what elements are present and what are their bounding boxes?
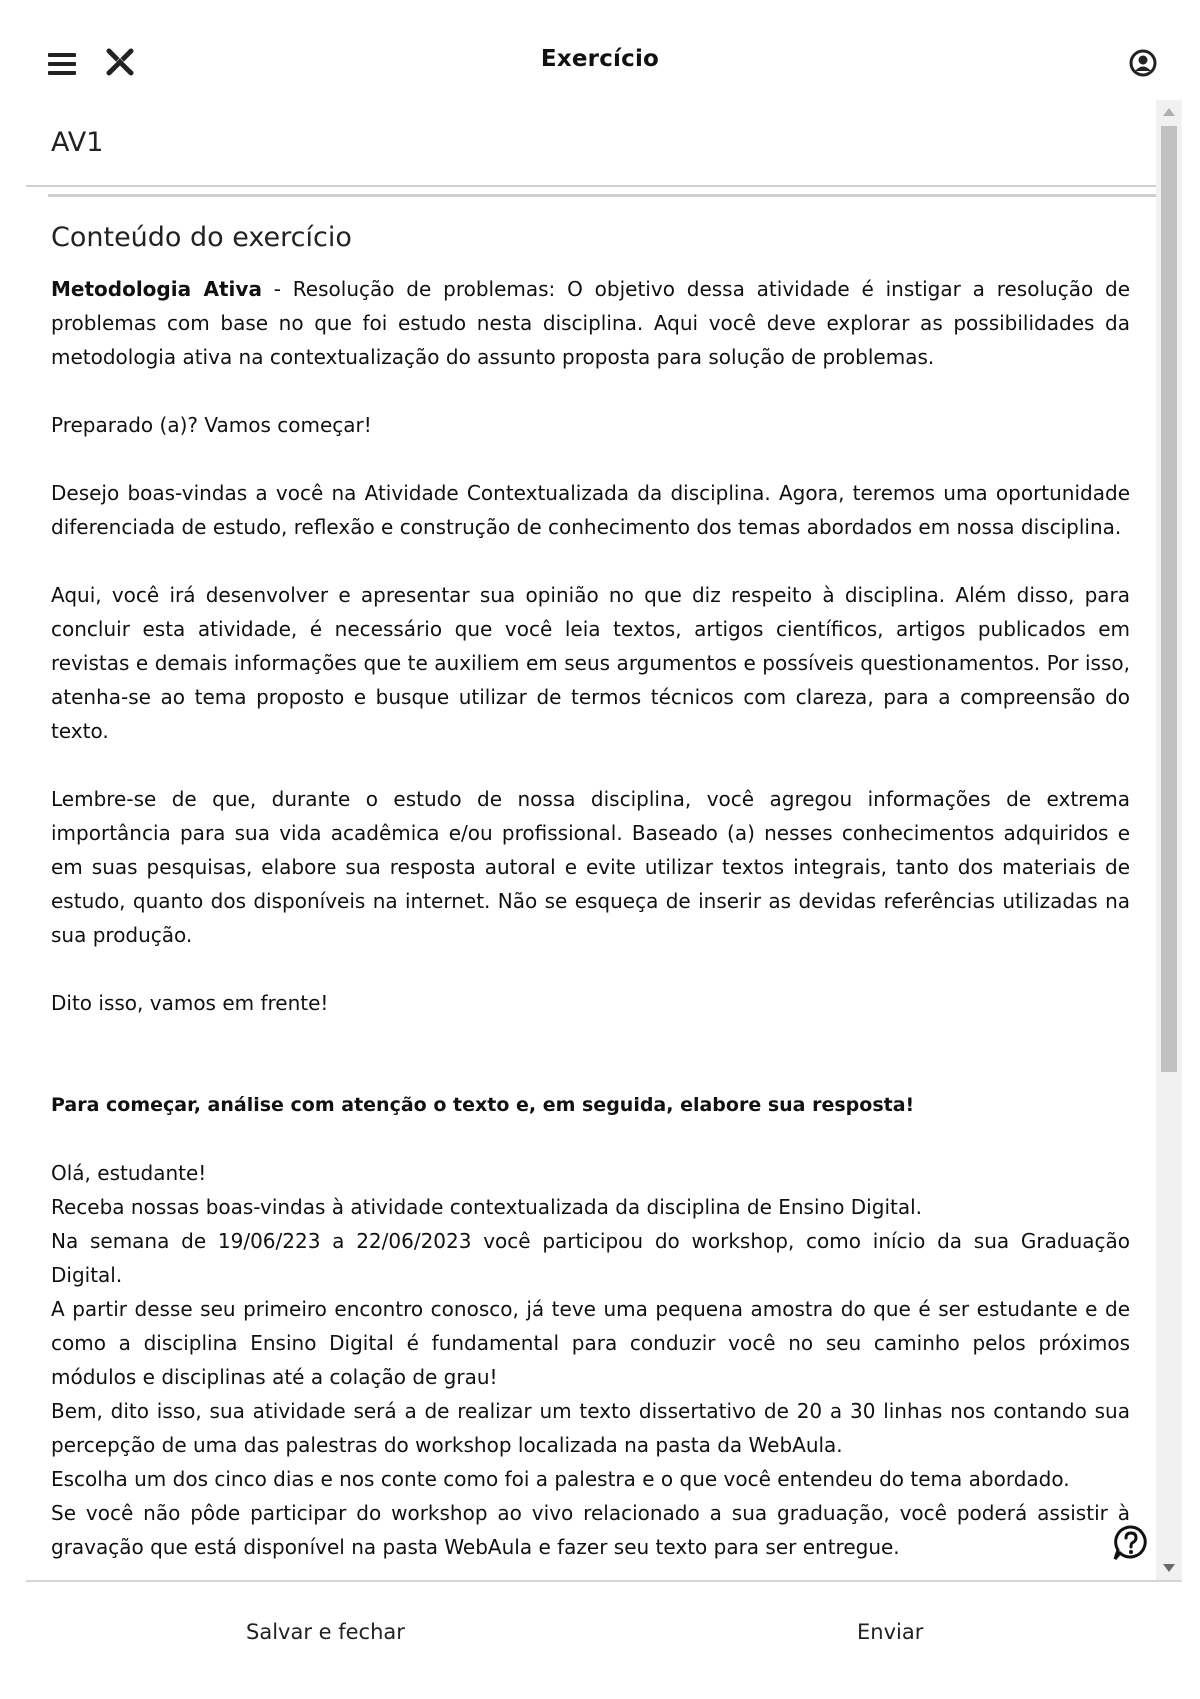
paragraph: Aqui, você irá desenvolver e apresentar sua opinião no que diz respeito à disciplina. Além disso, para concluir esta atividade, é necessário que você leia textos, artigos científicos, artigos publicados em revistas e demais informações que te auxiliem em seus argumentos e possíveis questionamentos. Por isso, atenha-se ao tema proposto e busque utilizar de termos técnicos com clareza, para a compreensão do texto. xyxy=(51,583,1130,743)
paragraph: Desejo boas-vindas a você na Atividade Contextualizada da disciplina. Agora, teremos uma oportunidade diferenciada de estudo, reflexão e construção de conhecimento dos temas abordados em nossa disciplina. xyxy=(51,481,1130,539)
paragraph: Lembre-se de que, durante o estudo de nossa disciplina, você agregou informações de extrema importância para sua vida acadêmica e/ou profissional. Baseado (a) nesses conhecimentos adquiridos e em suas pesquisas, elabore sua resposta autoral e evite utilizar textos integrais, tanto dos materiais de estudo, quanto dos disponíveis na internet. Não se esqueça de inserir as devidas referências utilizadas na sua produção. xyxy=(51,787,1130,947)
divider xyxy=(48,194,1156,197)
content-heading: Conteúdo do exercício xyxy=(51,222,352,253)
line: Receba nossas boas-vindas à atividade contextualizada da disciplina de Ensino Digital. xyxy=(51,1195,923,1219)
line: Na semana de 19/06/223 a 22/06/2023 você participou do workshop, como início da sua Graduação Digital. xyxy=(51,1229,1130,1287)
page-title: Exercício xyxy=(540,46,660,72)
instruction-bold: Para começar, análise com atenção o texto e, em seguida, elabore sua resposta! xyxy=(51,1094,915,1116)
line: Olá, estudante! xyxy=(51,1161,207,1185)
user-account-icon[interactable] xyxy=(1129,49,1157,77)
scroll-up-arrow-icon[interactable] xyxy=(1163,108,1175,116)
intro-text: - Resolução de problemas: O objetivo dessa atividade é instigar a resolução de problemas com base no que foi estudo nesta disciplina. Aqui você deve explorar as possibilidades da metodologia ativa na contextualização do assunto proposta para solução de problemas. xyxy=(51,277,1131,369)
line: Bem, dito isso, sua atividade será a de realizar um texto dissertativo de 20 a 30 linhas nos contando sua percepção de uma das palestras do workshop localizada na pasta da WebAula. xyxy=(51,1399,1130,1457)
exercise-content xyxy=(51,218,1130,1564)
help-question-icon[interactable] xyxy=(1112,1524,1150,1562)
footer-divider xyxy=(26,1580,1182,1582)
intro-bold: Metodologia Ativa xyxy=(51,277,262,301)
send-button[interactable]: Enviar xyxy=(847,1614,933,1650)
paragraph: Dito isso, vamos em frente! xyxy=(51,991,329,1015)
vertical-scrollbar[interactable] xyxy=(1156,100,1182,1580)
line: A partir desse seu primeiro encontro conosco, já teve uma pequena amostra do que é ser estudante e de como a disciplina Ensino Digital é fundamental para conduzir você no seu caminho pelos próximos módulos e disciplinas até a colação de grau! xyxy=(51,1297,1130,1389)
line: Escolha um dos cinco dias e nos conte como foi a palestra e o que você entendeu do tema abordado. xyxy=(51,1467,1070,1491)
save-and-close-button[interactable]: Salvar e fechar xyxy=(236,1614,415,1650)
scroll-down-arrow-icon[interactable] xyxy=(1163,1564,1175,1572)
section-title: AV1 xyxy=(51,127,104,158)
line: Se você não pôde participar do workshop ao vivo relacionado a sua graduação, você poderá assistir à gravação que está disponível na pasta WebAula e fazer seu texto para ser entregue. xyxy=(51,1501,1130,1559)
exercise-content-area[interactable] xyxy=(26,100,1156,1580)
divider xyxy=(26,185,1156,187)
intro-paragraph xyxy=(51,272,1130,374)
scrollbar-thumb[interactable] xyxy=(1161,126,1177,1072)
paragraph: Preparado (a)? Vamos começar! xyxy=(51,413,372,437)
